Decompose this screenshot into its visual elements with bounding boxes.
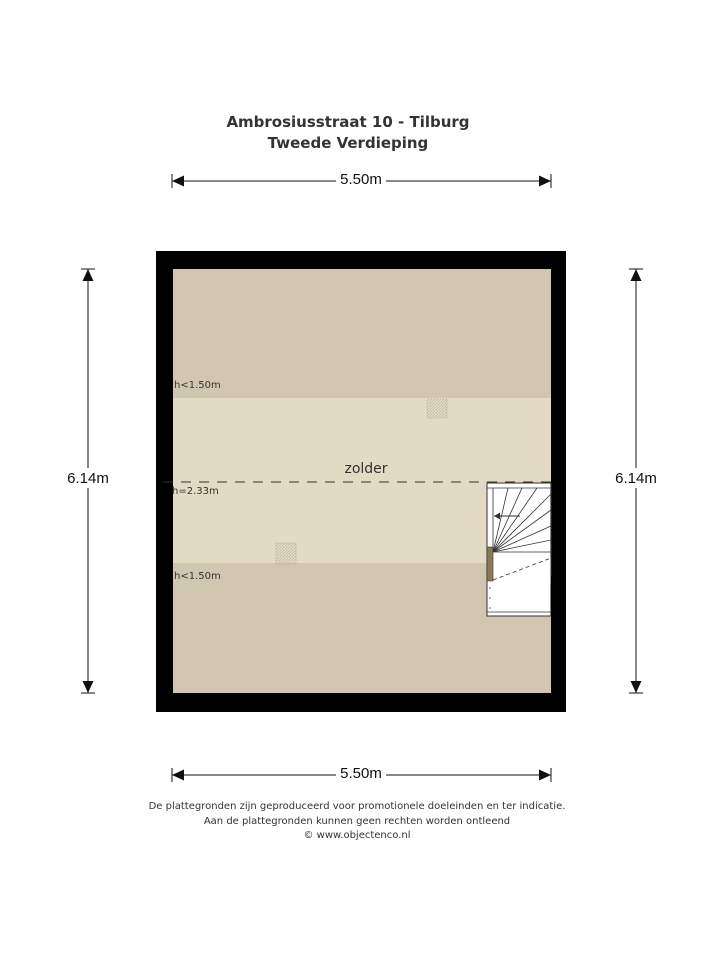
- top-width-label: 5.50m: [340, 171, 382, 188]
- copyright-line: © www.objectenco.nl: [303, 830, 411, 841]
- floor-title: Tweede Verdieping: [267, 134, 429, 152]
- left-dimension-line: [64, 269, 112, 693]
- low-ceiling-zone-top: [173, 269, 551, 399]
- skylight-window: [427, 399, 447, 418]
- ceiling-height-label-bottom: h<1.50m: [174, 571, 221, 582]
- disclaimer-line-1: De plattegronden zijn geproduceerd voor promotionele doeleinden en ter indicatie.: [148, 801, 566, 812]
- left-height-label: 6.14m: [67, 470, 109, 487]
- plan-address-title: Ambrosiusstraat 10 - Tilburg: [226, 113, 470, 131]
- bottom-dimension-line: [172, 765, 551, 783]
- bottom-width-label: 5.50m: [340, 765, 382, 782]
- right-dimension-line: [612, 269, 660, 693]
- top-dimension-line: [172, 171, 551, 189]
- skylight-window: [276, 543, 296, 564]
- ceiling-height-label-middle: h=2.33m: [172, 486, 219, 497]
- right-height-label: 6.14m: [615, 470, 657, 487]
- disclaimer-line-2: Aan de plattegronden kunnen geen rechten worden ontleend: [203, 816, 511, 827]
- ceiling-height-label-top: h<1.50m: [174, 380, 221, 391]
- room-name-zolder: zolder: [344, 461, 388, 477]
